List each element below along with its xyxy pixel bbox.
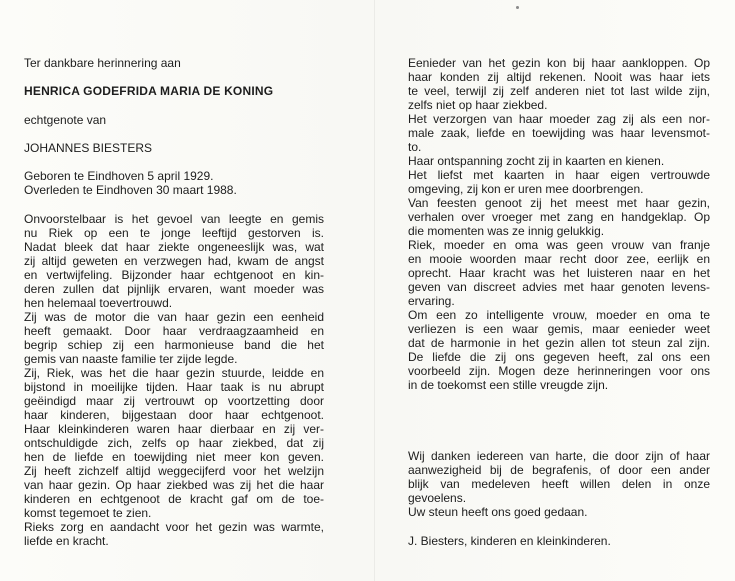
left-body-line: Nadat bleek dat haar ziekte ongeneeslijk was, wat <box>24 240 324 254</box>
left-body-line: ontschuldigde zich, zelfs op haar ziekbed, dat zij <box>24 436 324 450</box>
right-body-line: Het liefst met kaarten in haar eigen vertrouwde <box>408 168 710 182</box>
right-body-line: zelfs niet op haar ziekbed. <box>408 98 548 112</box>
right-body-line: verhalen over vroeger met zang en handgeklap. Op <box>408 210 710 224</box>
right-body-line: te veel, terwijl zij zelf anderen niet tot last wilde zijn, <box>408 84 710 98</box>
left-body-line: deren zullen dat pijnlijk ervaren, want moeder was <box>24 282 324 296</box>
thanks-line: aanwezigheid bij de begrafenis, of door een ander <box>408 463 710 477</box>
thanks-line: Uw steun heeft ons goed gedaan. <box>408 505 588 519</box>
right-body-line: geven van discreet advies met haar genoten levens- <box>408 280 710 294</box>
right-body-line: omgeving, zij kon er uren mee doorbrengen. <box>408 182 644 196</box>
left-body-line: hen de liefde en toewijding niet meer kon geven. <box>24 450 324 464</box>
right-body-line: dat de harmonie in het gezin allen tot steun zal zijn. <box>408 336 710 350</box>
right-body-line: ervaring. <box>408 294 455 308</box>
right-body-line: Van feesten genoot zij het meest met haar gezin, <box>408 196 710 210</box>
spouse-name: JOHANNES BIESTERS <box>24 141 153 155</box>
left-body-line: nu Riek op een te jonge leeftijd gestorven is. <box>24 226 324 240</box>
left-body-line: heeft gemaakt. Door haar verdraagzaamheid en <box>24 324 324 338</box>
deceased-name: HENRICA GODEFRIDA MARIA DE KONING <box>24 84 274 98</box>
right-body-line: De liefde die zij ons gegeven heeft, zal ons een <box>408 350 710 364</box>
right-body-line: Haar ontspanning zocht zij in kaarten en kienen. <box>408 154 665 168</box>
left-body-line: Zij, Riek, was het die haar gezin stuurde, leidde en <box>24 366 324 380</box>
left-body-line: Zij heeft zichzelf altijd weggecijferd voor het welzijn <box>24 464 324 478</box>
right-body-line: to. <box>408 140 422 154</box>
paper-speck <box>516 6 519 9</box>
left-body-line: liefde en kracht. <box>24 534 109 548</box>
left-body-line: bijstond in moeilijke tijden. Haar taak is nu abrupt <box>24 380 324 394</box>
left-body-line: haar kinderen, bijgestaan door haar echtgenoot. <box>24 408 324 422</box>
thanks-line: Wij danken iedereen van harte, die door zijn of haar <box>408 449 710 463</box>
right-body-line: Om een zo intelligente vrouw, moeder en oma te <box>408 308 710 322</box>
intro-text: Ter dankbare herinnering aan <box>24 56 181 70</box>
left-body-line: komst tegemoet te zien. <box>24 506 152 520</box>
left-body-line: Zij was de motor die van haar gezin een eenheid <box>24 310 324 324</box>
thanks-line: blijk van medeleven heeft willen delen in onze <box>408 477 710 491</box>
left-body-line: Rieks zorg en aandacht voor het gezin was warmte, <box>24 520 324 534</box>
left-body-line: geëindigd maar zij vertrouwt op voortzetting door <box>24 394 324 408</box>
left-body-line: zij altijd geweten en verzwegen had, kwam de angst <box>24 254 324 268</box>
right-body-line: voorbeeld zijn. Mogen deze herinneringen voor ons <box>408 364 710 378</box>
left-body-line: gemis van naaste familie ter zijde legde. <box>24 352 238 366</box>
left-body-line: kinderen en echtgenoot de kracht gaf om de toe- <box>24 492 324 506</box>
right-body-line: Eenieder van het gezin kon bij haar aankloppen. Op <box>408 56 710 70</box>
right-body-line: in de toekomst een stille vreugde zijn. <box>408 378 609 392</box>
left-body-line: hen helemaal toevertrouwd. <box>24 296 173 310</box>
left-body-line: begrip schiep zij een harmonieuse band die het <box>24 338 324 352</box>
birth-info: Geboren te Eindhoven 5 april 1929. <box>24 169 214 183</box>
right-body-line: male zaak, liefde en toewijding was haar levensmot- <box>408 126 710 140</box>
signature-line: J. Biesters, kinderen en kleinkinderen. <box>408 534 611 548</box>
right-body-line: Riek, moeder en oma was geen vrouw van franje <box>408 238 710 252</box>
right-body-line: verliezen is een waar gemis, maar eenieder weet <box>408 322 710 336</box>
left-body-line: Haar kleinkinderen waren haar dierbaar en zij ver- <box>24 422 324 436</box>
right-body-line: en mooie woorden maar recht door zee, eerlijk en <box>408 252 710 266</box>
right-body-line: haar konden zij altijd rekenen. Nooit was haar iets <box>408 70 710 84</box>
left-body-line: Onvoorstelbaar is het gevoel van leegte en gemis <box>24 212 324 226</box>
death-info: Overleden te Eindhoven 30 maart 1988. <box>24 183 237 197</box>
page-fold-line <box>374 0 375 581</box>
right-body-line: oprecht. Haar kracht was het luisteren naar en het <box>408 266 710 280</box>
left-body-line: en vertwijfeling. Bijzonder haar echtgenoot en kin- <box>24 268 324 282</box>
thanks-line: gevoelens. <box>408 491 467 505</box>
left-body-line: van haar gezin. Op haar ziekbed was zij het die haar <box>24 478 324 492</box>
spouse-label: echtgenote van <box>24 113 107 127</box>
right-body-line: die momenten was ze innig gelukkig. <box>408 224 605 238</box>
right-body-line: Het verzorgen van haar moeder zag zij als een nor- <box>408 112 710 126</box>
